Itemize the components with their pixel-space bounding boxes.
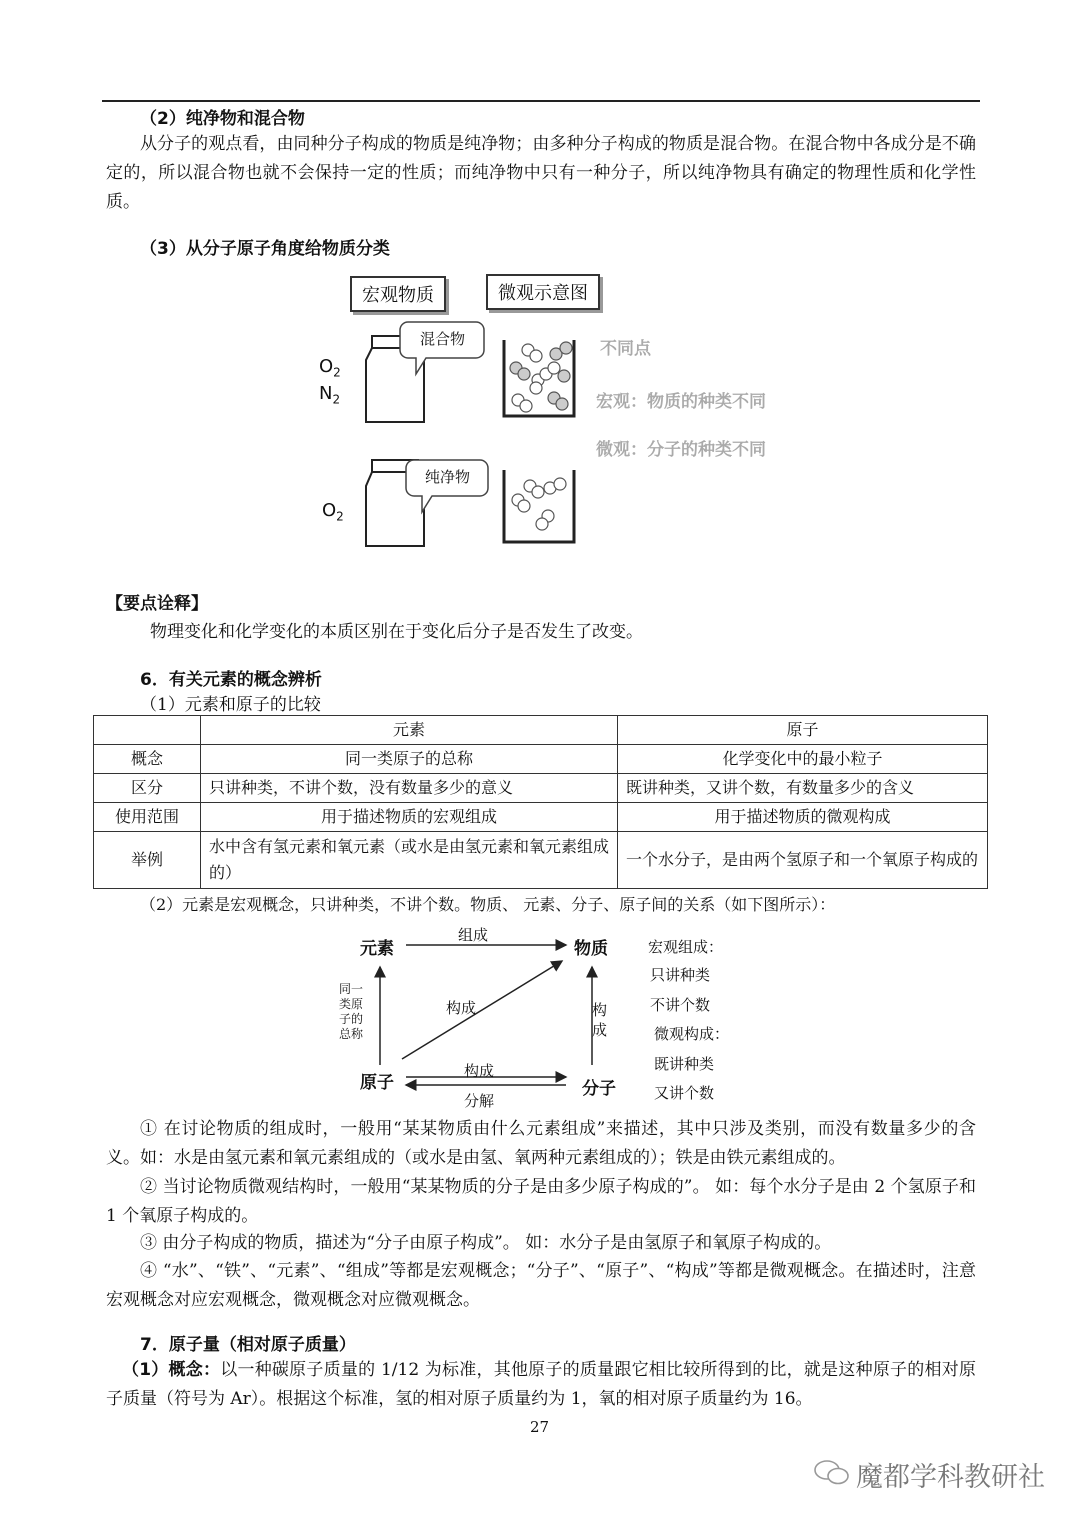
- watermark-text: 魔都学科教研社: [856, 1462, 1045, 1493]
- table-cell: 水中含有氢元素和氧元素（或水是由氢元素和氧元素组成的）: [201, 832, 618, 889]
- table-row: [94, 803, 988, 832]
- pure-molecules-icon: [512, 478, 566, 530]
- mixture-molecules-icon: [510, 342, 572, 412]
- diagram-construct-bottom-label: 构成: [464, 1062, 495, 1080]
- point-1: ① 在讨论物质的组成时，一般用“某某物质由什么元素组成”来描述，其中只涉及类别，而没有数量多少的含义。如：水是由氢元素和氧元素组成的（或水是由氢、氧两种元素组成的）；铁是由铁元素组成的。: [106, 1119, 976, 1168]
- table-cell: 化学变化中的最小粒子: [618, 745, 988, 774]
- table-cell: 用于描述物质的微观构成: [618, 803, 988, 832]
- diagram-decompose-label: 分解: [464, 1092, 495, 1110]
- diagram-element: 元素: [360, 939, 394, 959]
- diagram-note: 不讲个数: [650, 996, 711, 1014]
- section-2-body: 从分子的观点看，由同种分子构成的物质是纯净物；由多种分子构成的物质是混合物。在混合物中各成分是不确定的，所以混合物也就不会保持一定的性质；而纯净物中只有一种分子，所以纯净物具有确定的物理性质和化学性质。: [106, 134, 976, 212]
- wechat-icon: [812, 1457, 852, 1487]
- table-cell: 使用范围: [94, 803, 201, 832]
- table-cell: 举例: [94, 832, 201, 889]
- section-7-concept: [106, 1356, 976, 1414]
- table-row: [94, 774, 988, 803]
- table-header-cell: 元素: [201, 716, 618, 745]
- table-cell: 用于描述物质的宏观组成: [201, 803, 618, 832]
- point-3: ③ 由分子构成的物质，描述为“分子由原子构成”。 如：水分子是由氢原子和氧原子构成的。: [140, 1233, 832, 1253]
- difference-macro: 宏观：物质的种类不同: [596, 392, 766, 412]
- section-3-heading: （3）从分子原子角度给物质分类: [140, 239, 390, 259]
- micro-diagram-label: 微观示意图: [486, 274, 600, 310]
- diagram-note: 宏观组成：: [648, 938, 724, 956]
- table-cell: 区分: [94, 774, 201, 803]
- pure-label: 纯净物: [425, 468, 471, 486]
- concept-body: 以一种碳原子质量的 1/12 为标准，其他原子的质量跟它相比较所得到的比，就是这种原子的相对原子质量（符号为 Ar）。根据这个标准，氢的相对原子质量约为 1，氧的相对原子质量约为 16。: [106, 1360, 976, 1409]
- diagram-construct-label: 构成: [446, 999, 477, 1017]
- diagram-left-label: 同一类原子的总称: [338, 982, 363, 1041]
- point-2: ② 当讨论物质微观结构时，一般用“某某物质的分子是由多少原子构成的”。 如：每个水分子是由 2 个氢原子和 1 个氧原子构成的。: [106, 1177, 976, 1226]
- diagram-note: 又讲个数: [654, 1084, 715, 1102]
- element-atom-table: [93, 715, 988, 889]
- section-2-heading: （2）纯净物和混合物: [140, 109, 305, 129]
- concept-label: （1）概念：: [122, 1360, 221, 1380]
- table-cell: 既讲种类，又讲个数，有数量多少的含义: [618, 774, 988, 803]
- table-cell: 一个水分子，是由两个氢原子和一个氧原子构成的: [618, 832, 988, 889]
- table-header-cell: 原子: [618, 716, 988, 745]
- diagram-note: 只讲种类: [650, 966, 711, 984]
- section-6-heading: 6．有关元素的概念辨析: [140, 670, 322, 690]
- difference-micro: 微观：分子的种类不同: [596, 440, 766, 460]
- diagram-molecule: 分子: [582, 1079, 616, 1099]
- atom-to-substance-arrow: [402, 961, 562, 1059]
- section-6-sub2: （2）元素是宏观概念，只讲种类，不讲个数。物质、 元素、分子、原子间的关系（如下图所示）：: [140, 895, 836, 914]
- section-6-sub1: （1）元素和原子的比较: [140, 695, 321, 715]
- keypoints-body: 物理变化和化学变化的本质区别在于变化后分子是否发生了改变。: [150, 622, 643, 642]
- table-header-cell: [94, 716, 201, 745]
- table-header-row: [94, 716, 988, 745]
- difference-title: 不同点: [600, 339, 651, 359]
- diagram-construct-right-label: 构成: [592, 1001, 608, 1039]
- gas-o2-lower: $O_2$: [322, 500, 344, 524]
- point-4: ④ “水”、“铁”、“元素”、“组成”等都是宏观概念；“分子”、“原子”、“构成”等都是微观概念。在描述时，注意宏观概念对应宏观概念，微观概念对应微观概念。: [106, 1261, 976, 1310]
- diagram-note: 微观构成：: [654, 1025, 730, 1043]
- table-cell: 只讲种类，不讲个数，没有数量多少的意义: [201, 774, 618, 803]
- page-number: 27: [530, 1418, 550, 1436]
- mixture-label: 混合物: [420, 330, 466, 348]
- table-cell: 同一类原子的总称: [201, 745, 618, 774]
- header-rule: [102, 100, 980, 102]
- diagram-note: 既讲种类: [654, 1055, 715, 1073]
- diagram-substance: 物质: [574, 939, 608, 959]
- table-row: [94, 832, 988, 889]
- diagram-compose-label: 组成: [458, 926, 489, 944]
- table-row: [94, 745, 988, 774]
- gas-n2: $N_2$: [319, 383, 341, 407]
- section-7-heading: 7．原子量（相对原子质量）: [140, 1335, 356, 1355]
- gas-o2-upper: $O_2$: [319, 356, 341, 380]
- macro-substance-label: 宏观物质: [350, 276, 446, 312]
- diagram-atom: 原子: [360, 1073, 394, 1093]
- keypoints-heading: 【要点诠释】: [106, 594, 208, 614]
- table-cell: 概念: [94, 745, 201, 774]
